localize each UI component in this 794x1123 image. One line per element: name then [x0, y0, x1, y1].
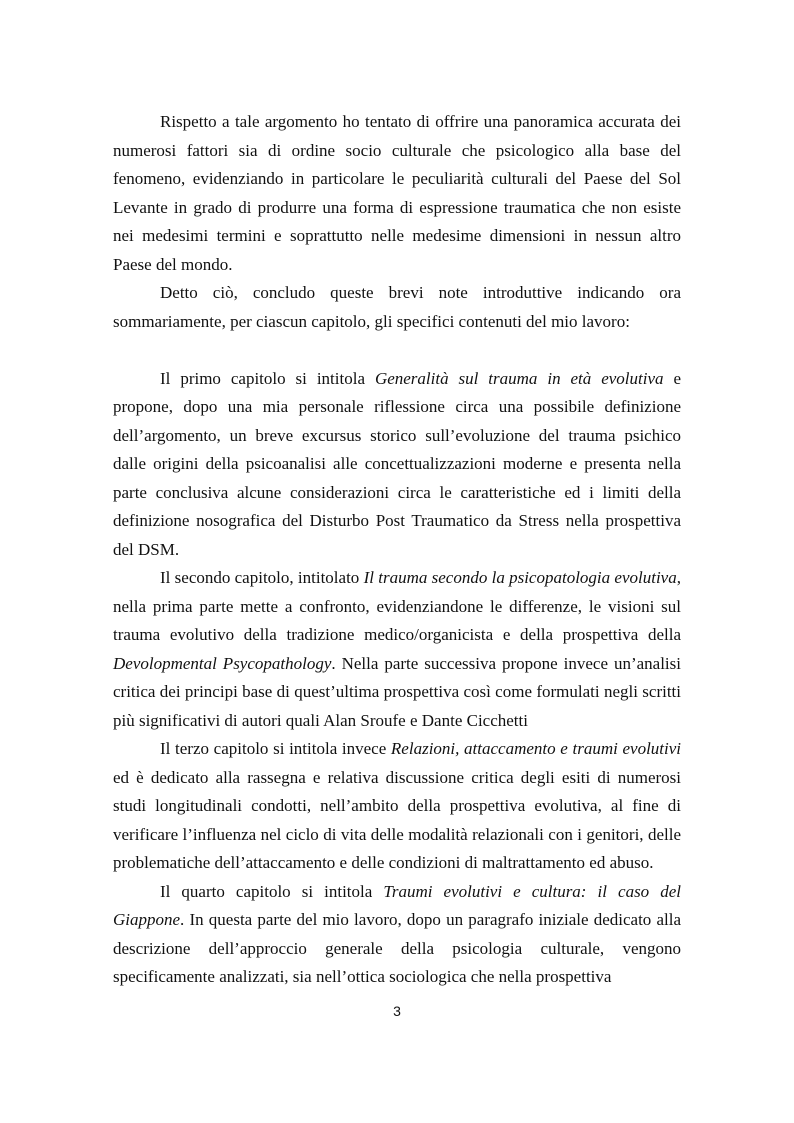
chapter-3-title: Relazioni, attaccamento e traumi evolutivi	[390, 739, 682, 758]
chapter-3-description: ed è dedicato alla rassegna e relativa discussione critica degli esiti di numerosi studi longitudinali condotti, nell’ambito della prospettiva evolutiva, al fine di verificare l’influenza nel ciclo di vita delle modalità relazionali con i genitori, delle problematiche dell’attaccamento e delle condizioni di maltrattamento ed abuso.	[113, 767, 681, 872]
paragraph-intro-conclusion: Detto ciò, concludo queste brevi note introduttive indicando ora sommariamente, per ciascun capitolo, gli specifici contenuti del mio lavoro:	[113, 283, 681, 331]
chapter-2-title: Il trauma secondo la psicopatologia evolutiva	[363, 568, 677, 587]
body-text	[113, 108, 681, 992]
chapter-1-description: e propone, dopo una mia personale riflessione circa una possibile definizione dell’argomento, un breve excursus storico sull’evoluzione del trauma psichico dalle origini della psicoanalisi alle concettualizzazioni moderne e presenta nella parte conclusiva alcune considerazioni circa le caratteristiche ed i limiti della definizione nosografica del Disturbo Post Traumatico da Stress nella prospettiva del DSM.	[113, 368, 681, 559]
chapter-2-description: , nella prima parte mette a confronto, evidenziandone le differenze, le visioni sul trauma evolutivo della tradizione medico/organicista e della prospettiva della	[113, 568, 681, 644]
paragraph-gap	[113, 336, 681, 365]
chapter-1-title: Generalità sul trauma in età evolutiva	[374, 368, 664, 388]
chapter-1-intro-text: Il primo capitolo si intitola	[160, 368, 375, 388]
page-number: 3	[393, 1003, 401, 1019]
chapter-4-title: Traumi evolutivi e cultura: il caso del Giappone	[113, 881, 682, 929]
chapter-4-description: . In questa parte del mio lavoro, dopo un paragrafo iniziale dedicato alla descrizione dell’approccio generale della psicologia culturale, vengono specificamente analizzati, sia nell’ottica sociologica che nella prospettiva	[113, 910, 681, 986]
chapter-3-intro-text: Il terzo capitolo si intitola invece	[160, 739, 391, 758]
paragraph-chapter-2	[113, 564, 681, 735]
paragraph-intro-overview: Rispetto a tale argomento ho tentato di offrire una panoramica accurata dei numerosi fattori sia di ordine socio culturale che psicologico alla base del fenomeno, evidenziando in particolare le peculiarità culturali del Paese del Sol Levante in grado di produrre una forma di espressione traumatica che non esiste nei medesimi termini e soprattutto nelle medesime dimensioni in nessun altro Paese del mondo.	[113, 112, 681, 274]
paragraph-chapter-1	[113, 365, 681, 565]
paragraph-chapter-3	[113, 735, 681, 878]
chapter-2-term: Devolopmental Psycopathology	[113, 653, 332, 673]
chapter-4-intro-text: Il quarto capitolo si intitola	[160, 881, 384, 901]
paragraph-chapter-4	[113, 878, 681, 992]
chapter-2-description-end: . Nella parte successiva propone invece un’analisi critica dei principi base di quest’ultima prospettiva così come formulati negli scritti più significativi di autori quali Alan Sroufe e Dante Cicchetti	[113, 653, 681, 730]
chapter-2-intro-text: Il secondo capitolo, intitolato	[160, 568, 364, 587]
